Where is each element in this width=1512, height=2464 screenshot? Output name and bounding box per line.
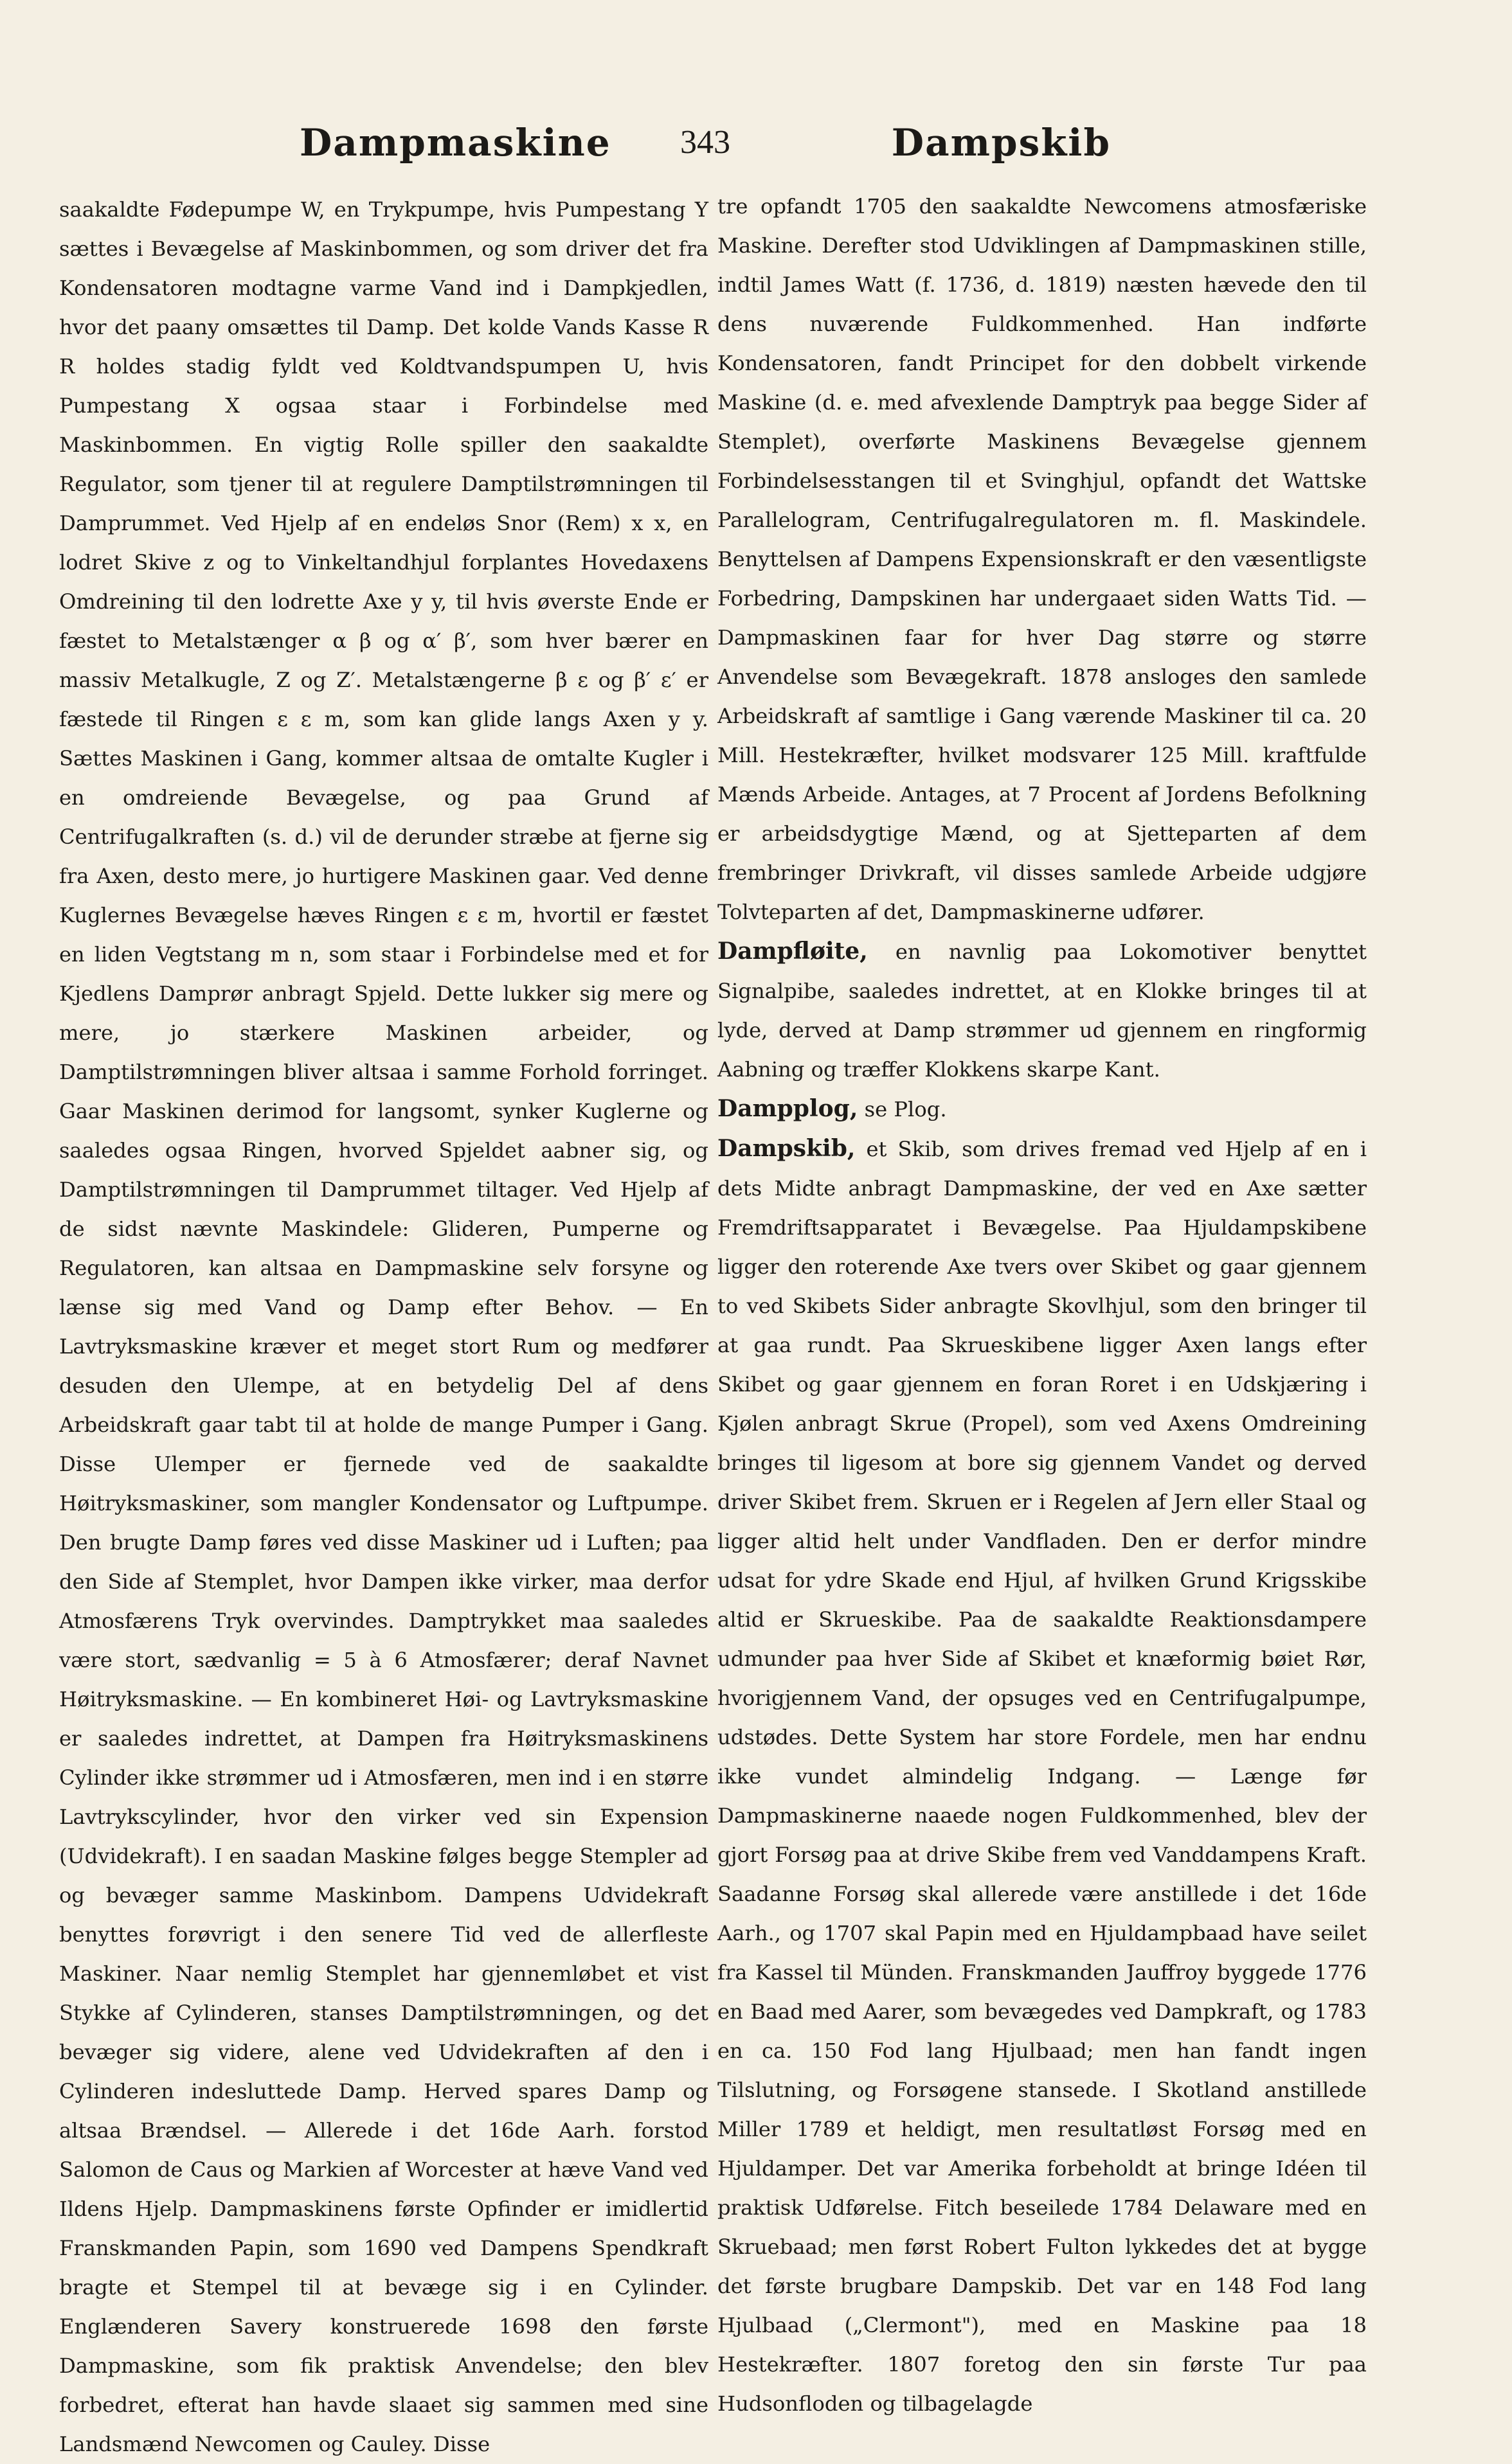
left-column-paragraph: saakaldte Fødepumpe W, en Trykpumpe, hvis Pumpestang Y sættes i Bevægelse af Maskinbommen, og som driver det fra Kondensatoren modtagne varme Vand ind i Dampkjedlen, hvor det paany omsættes til Damp. Det kolde Vands Kasse R R holdes stadig fyldt ved Koldtvandspumpen U, hvis Pumpestang X ogsaa staar i Forbindelse med Maskinbommen. En vigtig Rolle spiller den saakaldte Regulator, som tjener til at regulere Damptilstrømningen til Damprummet. Ved Hjelp af en endeløs Snor (Rem) x x, en lodret Skive z og to Vinkeltandhjul forplantes Hovedaxens Omdreining til den lodrette Axe y y, til hvis øverste Ende er fæstet to Metalstænger α β og α′ β′, som hver bærer en massiv Metalkugle, Z og Z′. Metalstængerne β ε og β′ ε′ er fæstede til Ringen ε ε m, som kan glide langs Axen y y. Sættes Maskinen i Gang, kommer altsaa de omtalte Kugler i en omdreiende Bevægelse, og paa Grund af Centrifugalkraften (s. d.) vil de derunder stræbe at fjerne sig fra Axen, desto mere, jo hurtigere Maskinen gaar. Ved denne Kuglernes Bevægelse hæves Ringen ε ε m, hvortil er fæstet en liden Vegtstang m n, som staar i Forbindelse med et for Kjedlens Damprør anbragt Spjeld. Dette lukker sig mere og mere, jo stærkere Maskinen arbeider, og Damptilstrømningen bliver altsaa i samme Forhold forringet. Gaar Maskinen derimod for langsomt, synker Kuglerne og saaledes ogsaa Ringen, hvorved Spjeldet aabner sig, og Damptilstrømningen til Damprummet tiltager. Ved Hjelp af de sidst nævnte Maskindele: Glideren, Pumperne og Regulatoren, kan altsaa en Dampmaskine selv forsyne og lænse sig med Vand og Damp efter Behov. — En Lavtryksmaskine kræver et meget stort Rum og medfører desuden den Ulempe, at en betydelig Del af dens Arbeidskraft gaar tabt til at holde de mange Pumper i Gang. Disse Ulemper er fjernede ved de saakaldte Høitryksmaskiner, som mangler Kondensator og Luftpumpe. Den brugte Damp føres ved disse Maskiner ud i Luften; paa den Side af Stemplet, hvor Dampen ikke virker, maa derfor Atmosfærens Tryk overvindes. Damptrykket maa saaledes være stort, sædvanlig = 5 à 6 Atmosfærer; deraf Navnet Høitryksmaskine. — En kombineret Høi- og Lavtryksmaskine er saaledes indrettet, at Dampen fra Høitryksmaskinens Cylinder ikke strømmer ud i Atmosfæren, men ind i en større Lavtrykscylinder, hvor den virker ved sin Expension (Udvidekraft). I en saadan Maskine følges begge Stempler ad og bevæger samme Maskinbom. Dampens Udvidekraft benyttes forøvrigt i den senere Tid ved de allerfleste Maskiner. Naar nemlig Stemplet har gjennemløbet et vist Stykke af Cylinderen, stanses Damptilstrømningen, og det bevæger sig videre, alene ved Udvidekraften af den i Cylinderen indesluttede Damp. Herved spares Damp og altsaa Brændsel. — Allerede i det 16de Aarh. forstod Salomon de Caus og Markien af Worcester at hæve Vand ved Ildens Hjelp. Dampmaskinens første Opfinder er imidlertid Franskmanden Papin, som 1690 ved Dampens Spendkraft bragte et Stempel til at bevæge sig i en Cylinder. Englænderen Savery konstruerede 1698 den første Dampmaskine, som fik praktisk Anvendelse; den blev forbedret, efterat han havde slaaet sig sammen med sine Landsmænd Newcomen og Cauley. Disse	[59, 197, 708, 2456]
page-header	[300, 121, 1111, 179]
entry-headword: Dampfløite,	[717, 938, 868, 965]
header-right-catchword: Dampskib	[891, 121, 1111, 165]
entry-text: tre opfandt 1705 den saakaldte Newcomens atmosfæriske Maskine. Derefter stod Udviklingen af Dampmaskinen stille, indtil James Watt (f. 1736, d. 1819) næsten hævede den til dens nuværende Fuldkommenhed. Han indførte Kondensatoren, fandt Principet for den dobbelt virkende Maskine (d. e. med afvexlende Damptryk paa begge Sider af Stemplet), overførte Maskinens Bevægelse gjennem Forbindelsesstangen til et Svinghjul, opfandt det Wattske Parallelogram, Centrifugalregulatoren m. fl. Maskindele. Benyttelsen af Dampens Expensionskraft er den væsentligste Forbedring, Dampskinen har undergaaet siden Watts Tid. — Dampmaskinen faar for hver Dag større og større Anvendelse som Bevægekraft. 1878 ansloges den samlede Arbeidskraft af samtlige i Gang værende Maskiner til ca. 20 Mill. Hestekræfter, hvilket modsvarer 125 Mill. kraftfulde Mænds Arbeide. Antages, at 7 Procent af Jordens Befolkning er arbeidsdygtige Mænd, og at Sjetteparten af dem frembringer Drivkraft, vil disses samlede Arbeide udgjøre Tolvteparten af det, Dampmaskinerne udfører.	[717, 194, 1367, 924]
entry-text: et Skib, som drives fremad ved Hjelp af en i dets Midte anbragt Dampmaskine, der ved en Axe sætter Fremdriftsapparatet i Bevægelse. Paa Hjuldampskibene ligger den roterende Axe tvers over Skibet og gaar gjennem to ved Skibets Sider anbragte Skovlhjul, som den bringer til at gaa rundt. Paa Skrueskibene ligger Axen langs efter Skibet og gaar gjennem en foran Roret i en Udskjæring i Kjølen anbragt Skrue (Propel), som ved Axens Omdreining bringes til ligesom at bore sig gjennem Vandet og derved driver Skibet frem. Skruen er i Regelen af Jern eller Staal og ligger altid helt under Vandfladen. Den er derfor mindre udsat for ydre Skade end Hjul, af hvilken Grund Krigsskibe altid er Skrueskibe. Paa de saakaldte Reaktionsdampere udmunder paa hver Side af Skibet et knæformig bøiet Rør, hvorigjennem Vand, der opsuges ved en Centrifugalpumpe, udstødes. Dette System har store Fordele, men har endnu ikke vundet almindelig Indgang. — Længe før Dampmaskinerne naaede nogen Fuldkommenhed, blev der gjort Forsøg paa at drive Skibe frem ved Vanddampens Kraft. Saadanne Forsøg skal allerede være anstillede i det 16de Aarh., og 1707 skal Papin med en Hjuldampbaad have seilet fra Kassel til Münden. Franskmanden Jauffroy byggede 1776 en Baad med Aarer, som bevægedes ved Dampkraft, og 1783 en ca. 150 Fod lang Hjulbaad; men han fandt ingen Tilslutning, og Forsøgene stansede. I Skotland anstillede Miller 1789 et heldigt, men resultatløst Forsøg med en Hjuldamper. Det var Amerika forbeholdt at bringe Idéen til praktisk Udførelse. Fitch beseilede 1784 Delaware med en Skruebaad; men først Robert Fulton lykkedes det at bygge det første brugbare Dampskib. Det var en 148 Fod lang Hjulbaad („Clermont"), med en Maskine paa 18 Hestekræfter. 1807 foretog den sin første Tur paa Hudsonfloden og tilbagelagde	[717, 1137, 1367, 2416]
entry-headword: Dampplog,	[717, 1095, 858, 1122]
entry-dampskib	[717, 1129, 1367, 2424]
right-column-paragraph	[717, 186, 1367, 932]
entry-dampplog	[717, 1089, 1367, 1129]
entry-headword: Dampskib,	[717, 1135, 856, 1162]
left-column	[59, 190, 708, 2464]
entry-text: se Plog.	[858, 1097, 947, 1121]
entry-dampfloite	[717, 932, 1367, 1089]
header-left-catchword: Dampmaskine	[300, 121, 611, 165]
right-column	[717, 186, 1367, 2424]
page-number: 343	[680, 124, 730, 161]
entry-text: en navnlig paa Lokomotiver benyttet Signalpibe, saaledes indrettet, at en Klokke bringes til at lyde, derved at Damp strømmer ud gjennem en ringformig Aabning og træffer Klokkens skarpe Kant.	[717, 940, 1367, 1082]
